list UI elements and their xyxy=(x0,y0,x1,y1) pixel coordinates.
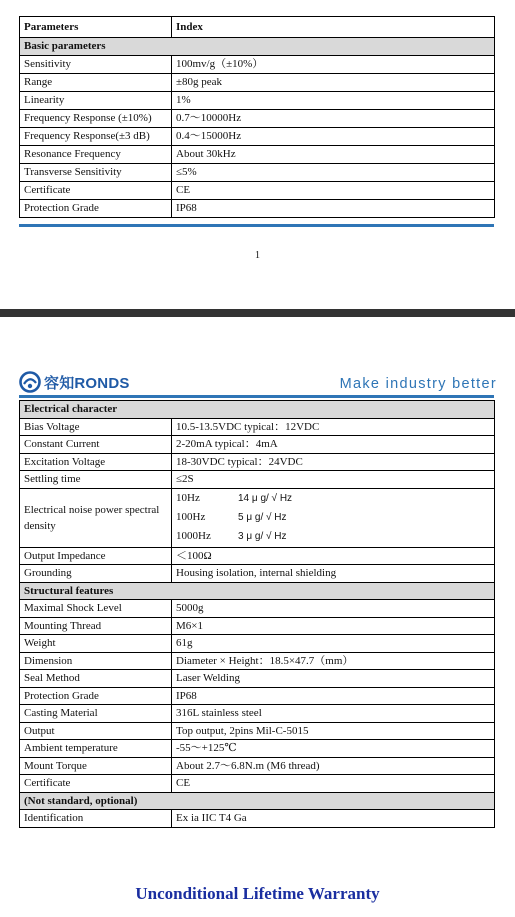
table-row xyxy=(20,547,495,565)
parameter-name: Output Impedance xyxy=(20,547,172,565)
section-row xyxy=(20,582,495,600)
parameter-name: Certificate xyxy=(20,182,172,200)
noise-amplitude: 14 μ g/ √ Hz xyxy=(238,493,293,504)
table-row xyxy=(20,740,495,758)
noise-value-row xyxy=(176,527,494,546)
parameter-value: 18-30VDC typical：24VDC xyxy=(172,453,495,471)
parameter-name: Casting Material xyxy=(20,705,172,723)
parameter-value: ≤5% xyxy=(172,164,495,182)
parameter-name: Weight xyxy=(20,635,172,653)
table-row xyxy=(20,722,495,740)
noise-amplitude: 3 μ g/ √ Hz xyxy=(238,531,287,542)
table-row xyxy=(20,200,495,218)
parameter-value: Housing isolation, internal shielding xyxy=(172,565,495,583)
company-logo xyxy=(19,370,130,394)
table-row xyxy=(20,775,495,793)
table-row xyxy=(20,810,495,828)
parameter-name: Certificate xyxy=(20,775,172,793)
parameter-name: Constant Current xyxy=(20,436,172,454)
header-index: Index xyxy=(172,17,495,38)
parameter-name: Range xyxy=(20,74,172,92)
parameter-name: Settling time xyxy=(20,471,172,489)
noise-label: Electrical noise power spectral density xyxy=(24,503,160,532)
parameter-name: Resonance Frequency xyxy=(20,146,172,164)
parameter-value: Top output, 2pins Mil-C-5015 xyxy=(172,722,495,740)
parameter-name: Transverse Sensitivity xyxy=(20,164,172,182)
parameter-value: Laser Welding xyxy=(172,670,495,688)
table-row xyxy=(20,635,495,653)
page-number: 1 xyxy=(255,250,260,261)
noise-frequency: 1000Hz xyxy=(176,530,211,542)
section-title: (Not standard, optional) xyxy=(20,792,495,810)
table-row xyxy=(20,617,495,635)
parameter-value: 5000g xyxy=(172,600,495,618)
parameter-value: CE xyxy=(172,182,495,200)
noise-value-row xyxy=(176,508,494,527)
parameter-name: Output xyxy=(20,722,172,740)
parameter-name: Frequency Response (±10%) xyxy=(20,110,172,128)
parameter-value: About 2.7～6.8N.m (M6 thread) xyxy=(172,757,495,775)
parameter-name: Seal Method xyxy=(20,670,172,688)
table-bottom-rule xyxy=(19,224,494,227)
parameter-name: Grounding xyxy=(20,565,172,583)
noise-label-cell xyxy=(20,488,172,547)
section-title: Basic parameters xyxy=(20,38,495,56)
parameter-value: 316L stainless steel xyxy=(172,705,495,723)
parameter-value: ±80g peak xyxy=(172,74,495,92)
table-row xyxy=(20,128,495,146)
table-row xyxy=(20,92,495,110)
table-row xyxy=(20,687,495,705)
parameter-value: M6×1 xyxy=(172,617,495,635)
parameter-name: Dimension xyxy=(20,652,172,670)
parameter-value: IP68 xyxy=(172,200,495,218)
noise-frequency: 100Hz xyxy=(176,511,206,523)
table-row xyxy=(20,670,495,688)
parameter-name: Mount Torque xyxy=(20,757,172,775)
table-row xyxy=(20,110,495,128)
header-parameters: Parameters xyxy=(20,17,172,38)
parameter-value: ≤2S xyxy=(172,471,495,489)
parameter-value: 10.5-13.5VDC typical：12VDC xyxy=(172,418,495,436)
section-title: Structural features xyxy=(20,582,495,600)
section-row xyxy=(20,792,495,810)
table-row xyxy=(20,436,495,454)
parameter-value: Ex ia IIC T4 Ga xyxy=(172,810,495,828)
parameter-name: Linearity xyxy=(20,92,172,110)
slogan: Make industry better xyxy=(339,376,497,392)
noise-amplitude: 5 μ g/ √ Hz xyxy=(238,512,287,523)
parameter-value: -55～+125℃ xyxy=(172,740,495,758)
table-header-row xyxy=(20,17,495,38)
parameter-name: Ambient temperature xyxy=(20,740,172,758)
warranty-banner: Unconditional Lifetime Warranty xyxy=(135,884,380,903)
table-row xyxy=(20,652,495,670)
parameter-name: Frequency Response(±3 dB) xyxy=(20,128,172,146)
table-row xyxy=(20,74,495,92)
parameter-value: 2-20mA typical：4mA xyxy=(172,436,495,454)
parameter-value: IP68 xyxy=(172,687,495,705)
parameter-value: About 30kHz xyxy=(172,146,495,164)
basic-parameters-table xyxy=(19,16,495,218)
parameter-value: 1% xyxy=(172,92,495,110)
section-row xyxy=(20,401,495,419)
noise-values-cell xyxy=(172,488,495,547)
parameter-value: 100mv/g（±10%） xyxy=(172,56,495,74)
page-divider xyxy=(0,309,515,317)
ronds-logo-icon xyxy=(19,371,41,393)
parameter-value: 61g xyxy=(172,635,495,653)
table-row xyxy=(20,757,495,775)
logo-text: 容知RONDS xyxy=(44,374,130,392)
table-row-noise xyxy=(20,488,495,547)
noise-values xyxy=(172,489,494,546)
table-row xyxy=(20,705,495,723)
parameter-name: Maximal Shock Level xyxy=(20,600,172,618)
parameter-value: ＜100Ω xyxy=(172,547,495,565)
parameter-name: Excitation Voltage xyxy=(20,453,172,471)
parameter-name: Sensitivity xyxy=(20,56,172,74)
table-row xyxy=(20,471,495,489)
table-row xyxy=(20,453,495,471)
section-title: Electrical character xyxy=(20,401,495,419)
parameter-value: Diameter × Height：18.5×47.7（mm） xyxy=(172,652,495,670)
table-row xyxy=(20,565,495,583)
specifications-table xyxy=(19,400,495,828)
parameter-value: CE xyxy=(172,775,495,793)
parameter-name: Protection Grade xyxy=(20,687,172,705)
parameter-name: Identification xyxy=(20,810,172,828)
noise-frequency: 10Hz xyxy=(176,492,200,504)
noise-value-row xyxy=(176,489,494,508)
table-row xyxy=(20,600,495,618)
section-row xyxy=(20,38,495,56)
table-row xyxy=(20,146,495,164)
parameter-value: 0.4～15000Hz xyxy=(172,128,495,146)
table-row xyxy=(20,418,495,436)
parameter-value: 0.7～10000Hz xyxy=(172,110,495,128)
parameter-name: Protection Grade xyxy=(20,200,172,218)
table-row xyxy=(20,182,495,200)
parameter-name: Bias Voltage xyxy=(20,418,172,436)
table-row xyxy=(20,56,495,74)
header-rule xyxy=(19,395,494,398)
parameter-name: Mounting Thread xyxy=(20,617,172,635)
table-row xyxy=(20,164,495,182)
